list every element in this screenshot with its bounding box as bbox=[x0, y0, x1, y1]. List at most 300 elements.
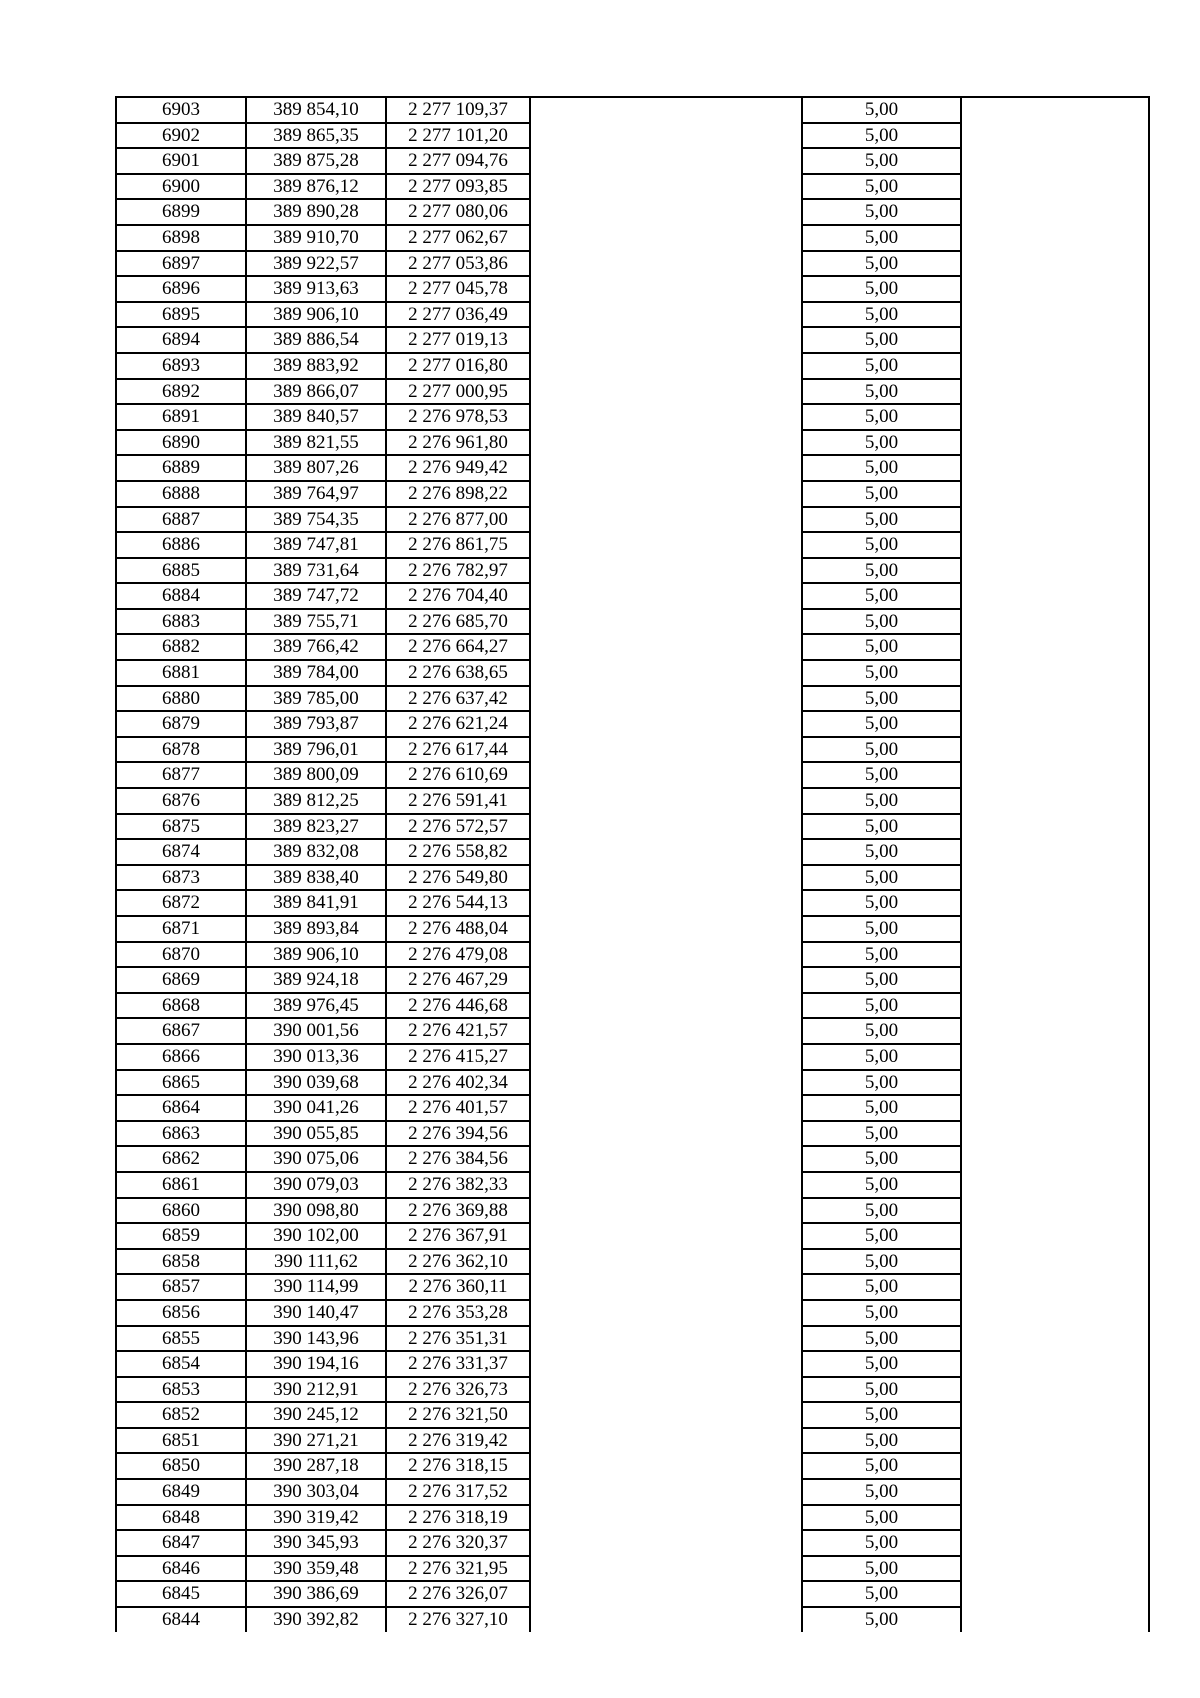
coordinates-table-body bbox=[116, 97, 1149, 1632]
y-coordinate-cell: 2 276 782,97 bbox=[386, 558, 530, 584]
x-coordinate-cell: 389 731,64 bbox=[246, 558, 386, 584]
value-cell: 5,00 bbox=[802, 865, 961, 891]
value-cell: 5,00 bbox=[802, 1556, 961, 1582]
empty-cell bbox=[961, 1223, 1149, 1249]
x-coordinate-cell: 389 886,54 bbox=[246, 327, 386, 353]
point-number-cell: 6869 bbox=[116, 967, 246, 993]
x-coordinate-cell: 390 111,62 bbox=[246, 1249, 386, 1275]
y-coordinate-cell: 2 276 318,15 bbox=[386, 1453, 530, 1479]
y-coordinate-cell: 2 276 384,56 bbox=[386, 1146, 530, 1172]
x-coordinate-cell: 390 114,99 bbox=[246, 1274, 386, 1300]
x-coordinate-cell: 390 212,91 bbox=[246, 1377, 386, 1403]
empty-cell bbox=[961, 353, 1149, 379]
point-number-cell: 6888 bbox=[116, 481, 246, 507]
point-number-cell: 6883 bbox=[116, 609, 246, 635]
point-number-cell: 6849 bbox=[116, 1479, 246, 1505]
value-cell: 5,00 bbox=[802, 1223, 961, 1249]
empty-cell bbox=[530, 634, 802, 660]
y-coordinate-cell: 2 277 016,80 bbox=[386, 353, 530, 379]
x-coordinate-cell: 390 140,47 bbox=[246, 1300, 386, 1326]
x-coordinate-cell: 389 875,28 bbox=[246, 148, 386, 174]
empty-cell bbox=[961, 1479, 1149, 1505]
empty-cell bbox=[961, 404, 1149, 430]
empty-cell bbox=[961, 1198, 1149, 1224]
point-number-cell: 6881 bbox=[116, 660, 246, 686]
x-coordinate-cell: 389 910,70 bbox=[246, 225, 386, 251]
value-cell: 5,00 bbox=[802, 276, 961, 302]
point-number-cell: 6892 bbox=[116, 379, 246, 405]
value-cell: 5,00 bbox=[802, 353, 961, 379]
empty-cell bbox=[961, 1377, 1149, 1403]
empty-cell bbox=[961, 1070, 1149, 1096]
x-coordinate-cell: 390 245,12 bbox=[246, 1402, 386, 1428]
x-coordinate-cell: 390 319,42 bbox=[246, 1505, 386, 1531]
x-coordinate-cell: 389 854,10 bbox=[246, 97, 386, 123]
coordinates-table bbox=[115, 96, 1150, 1632]
x-coordinate-cell: 389 924,18 bbox=[246, 967, 386, 993]
table-row bbox=[116, 327, 1149, 353]
value-cell: 5,00 bbox=[802, 660, 961, 686]
empty-cell bbox=[530, 1377, 802, 1403]
y-coordinate-cell: 2 277 101,20 bbox=[386, 123, 530, 149]
empty-cell bbox=[530, 251, 802, 277]
table-row bbox=[116, 1479, 1149, 1505]
table-row bbox=[116, 1223, 1149, 1249]
empty-cell bbox=[530, 1274, 802, 1300]
point-number-cell: 6847 bbox=[116, 1530, 246, 1556]
empty-cell bbox=[530, 1198, 802, 1224]
empty-cell bbox=[530, 1172, 802, 1198]
empty-cell bbox=[530, 455, 802, 481]
point-number-cell: 6872 bbox=[116, 890, 246, 916]
table-row bbox=[116, 1146, 1149, 1172]
y-coordinate-cell: 2 276 402,34 bbox=[386, 1070, 530, 1096]
y-coordinate-cell: 2 276 591,41 bbox=[386, 788, 530, 814]
value-cell: 5,00 bbox=[802, 532, 961, 558]
y-coordinate-cell: 2 276 351,31 bbox=[386, 1326, 530, 1352]
empty-cell bbox=[961, 1121, 1149, 1147]
point-number-cell: 6857 bbox=[116, 1274, 246, 1300]
empty-cell bbox=[530, 1351, 802, 1377]
empty-cell bbox=[961, 1326, 1149, 1352]
empty-cell bbox=[961, 430, 1149, 456]
point-number-cell: 6880 bbox=[116, 686, 246, 712]
empty-cell bbox=[961, 1505, 1149, 1531]
table-row bbox=[116, 839, 1149, 865]
point-number-cell: 6900 bbox=[116, 174, 246, 200]
y-coordinate-cell: 2 276 331,37 bbox=[386, 1351, 530, 1377]
y-coordinate-cell: 2 276 320,37 bbox=[386, 1530, 530, 1556]
point-number-cell: 6896 bbox=[116, 276, 246, 302]
point-number-cell: 6870 bbox=[116, 942, 246, 968]
y-coordinate-cell: 2 276 549,80 bbox=[386, 865, 530, 891]
value-cell: 5,00 bbox=[802, 302, 961, 328]
y-coordinate-cell: 2 276 558,82 bbox=[386, 839, 530, 865]
table-row bbox=[116, 1607, 1149, 1632]
empty-cell bbox=[961, 97, 1149, 123]
table-row bbox=[116, 97, 1149, 123]
table-row bbox=[116, 1121, 1149, 1147]
value-cell: 5,00 bbox=[802, 1044, 961, 1070]
point-number-cell: 6875 bbox=[116, 814, 246, 840]
table-row bbox=[116, 481, 1149, 507]
empty-cell bbox=[530, 174, 802, 200]
x-coordinate-cell: 390 359,48 bbox=[246, 1556, 386, 1582]
table-row bbox=[116, 993, 1149, 1019]
y-coordinate-cell: 2 276 861,75 bbox=[386, 532, 530, 558]
table-row bbox=[116, 1018, 1149, 1044]
table-row bbox=[116, 762, 1149, 788]
point-number-cell: 6867 bbox=[116, 1018, 246, 1044]
value-cell: 5,00 bbox=[802, 225, 961, 251]
y-coordinate-cell: 2 277 000,95 bbox=[386, 379, 530, 405]
empty-cell bbox=[530, 916, 802, 942]
point-number-cell: 6853 bbox=[116, 1377, 246, 1403]
empty-cell bbox=[530, 1402, 802, 1428]
empty-cell bbox=[961, 686, 1149, 712]
value-cell: 5,00 bbox=[802, 993, 961, 1019]
value-cell: 5,00 bbox=[802, 1479, 961, 1505]
value-cell: 5,00 bbox=[802, 1146, 961, 1172]
empty-cell bbox=[961, 1172, 1149, 1198]
x-coordinate-cell: 389 755,71 bbox=[246, 609, 386, 635]
y-coordinate-cell: 2 277 093,85 bbox=[386, 174, 530, 200]
table-row bbox=[116, 225, 1149, 251]
table-row bbox=[116, 1198, 1149, 1224]
table-row bbox=[116, 1556, 1149, 1582]
y-coordinate-cell: 2 276 369,88 bbox=[386, 1198, 530, 1224]
value-cell: 5,00 bbox=[802, 686, 961, 712]
table-row bbox=[116, 1428, 1149, 1454]
point-number-cell: 6866 bbox=[116, 1044, 246, 1070]
empty-cell bbox=[530, 711, 802, 737]
x-coordinate-cell: 389 800,09 bbox=[246, 762, 386, 788]
y-coordinate-cell: 2 276 318,19 bbox=[386, 1505, 530, 1531]
point-number-cell: 6898 bbox=[116, 225, 246, 251]
empty-cell bbox=[530, 225, 802, 251]
table-row bbox=[116, 455, 1149, 481]
value-cell: 5,00 bbox=[802, 737, 961, 763]
table-row bbox=[116, 634, 1149, 660]
x-coordinate-cell: 389 840,57 bbox=[246, 404, 386, 430]
empty-cell bbox=[961, 379, 1149, 405]
empty-cell bbox=[961, 507, 1149, 533]
empty-cell bbox=[961, 327, 1149, 353]
y-coordinate-cell: 2 277 036,49 bbox=[386, 302, 530, 328]
x-coordinate-cell: 389 876,12 bbox=[246, 174, 386, 200]
empty-cell bbox=[530, 379, 802, 405]
y-coordinate-cell: 2 277 019,13 bbox=[386, 327, 530, 353]
value-cell: 5,00 bbox=[802, 430, 961, 456]
empty-cell bbox=[961, 225, 1149, 251]
empty-cell bbox=[530, 1326, 802, 1352]
y-coordinate-cell: 2 276 949,42 bbox=[386, 455, 530, 481]
x-coordinate-cell: 389 766,42 bbox=[246, 634, 386, 660]
empty-cell bbox=[530, 123, 802, 149]
empty-cell bbox=[961, 1428, 1149, 1454]
empty-cell bbox=[530, 814, 802, 840]
empty-cell bbox=[530, 890, 802, 916]
point-number-cell: 6891 bbox=[116, 404, 246, 430]
point-number-cell: 6856 bbox=[116, 1300, 246, 1326]
empty-cell bbox=[530, 430, 802, 456]
y-coordinate-cell: 2 276 327,10 bbox=[386, 1607, 530, 1632]
empty-cell bbox=[961, 174, 1149, 200]
x-coordinate-cell: 389 793,87 bbox=[246, 711, 386, 737]
empty-cell bbox=[530, 1428, 802, 1454]
point-number-cell: 6861 bbox=[116, 1172, 246, 1198]
point-number-cell: 6893 bbox=[116, 353, 246, 379]
empty-cell bbox=[961, 532, 1149, 558]
point-number-cell: 6845 bbox=[116, 1581, 246, 1607]
y-coordinate-cell: 2 277 045,78 bbox=[386, 276, 530, 302]
value-cell: 5,00 bbox=[802, 1530, 961, 1556]
table-row bbox=[116, 558, 1149, 584]
table-row bbox=[116, 916, 1149, 942]
x-coordinate-cell: 389 747,81 bbox=[246, 532, 386, 558]
point-number-cell: 6850 bbox=[116, 1453, 246, 1479]
value-cell: 5,00 bbox=[802, 762, 961, 788]
y-coordinate-cell: 2 276 467,29 bbox=[386, 967, 530, 993]
empty-cell bbox=[961, 890, 1149, 916]
empty-cell bbox=[530, 686, 802, 712]
y-coordinate-cell: 2 277 094,76 bbox=[386, 148, 530, 174]
x-coordinate-cell: 389 821,55 bbox=[246, 430, 386, 456]
x-coordinate-cell: 389 807,26 bbox=[246, 455, 386, 481]
empty-cell bbox=[961, 1044, 1149, 1070]
empty-cell bbox=[961, 481, 1149, 507]
value-cell: 5,00 bbox=[802, 1198, 961, 1224]
table-row bbox=[116, 353, 1149, 379]
value-cell: 5,00 bbox=[802, 1095, 961, 1121]
table-row bbox=[116, 660, 1149, 686]
y-coordinate-cell: 2 276 704,40 bbox=[386, 583, 530, 609]
y-coordinate-cell: 2 276 421,57 bbox=[386, 1018, 530, 1044]
empty-cell bbox=[530, 1556, 802, 1582]
y-coordinate-cell: 2 277 053,86 bbox=[386, 251, 530, 277]
x-coordinate-cell: 390 075,06 bbox=[246, 1146, 386, 1172]
value-cell: 5,00 bbox=[802, 481, 961, 507]
empty-cell bbox=[961, 148, 1149, 174]
empty-cell bbox=[530, 1300, 802, 1326]
value-cell: 5,00 bbox=[802, 942, 961, 968]
table-row bbox=[116, 1249, 1149, 1275]
x-coordinate-cell: 389 812,25 bbox=[246, 788, 386, 814]
table-row bbox=[116, 199, 1149, 225]
empty-cell bbox=[530, 660, 802, 686]
x-coordinate-cell: 390 386,69 bbox=[246, 1581, 386, 1607]
point-number-cell: 6879 bbox=[116, 711, 246, 737]
point-number-cell: 6848 bbox=[116, 1505, 246, 1531]
empty-cell bbox=[530, 609, 802, 635]
value-cell: 5,00 bbox=[802, 1377, 961, 1403]
point-number-cell: 6852 bbox=[116, 1402, 246, 1428]
y-coordinate-cell: 2 276 898,22 bbox=[386, 481, 530, 507]
table-row bbox=[116, 379, 1149, 405]
empty-cell bbox=[961, 788, 1149, 814]
y-coordinate-cell: 2 277 062,67 bbox=[386, 225, 530, 251]
y-coordinate-cell: 2 276 961,80 bbox=[386, 430, 530, 456]
empty-cell bbox=[530, 558, 802, 584]
y-coordinate-cell: 2 276 367,91 bbox=[386, 1223, 530, 1249]
point-number-cell: 6903 bbox=[116, 97, 246, 123]
value-cell: 5,00 bbox=[802, 967, 961, 993]
value-cell: 5,00 bbox=[802, 1505, 961, 1531]
x-coordinate-cell: 389 893,84 bbox=[246, 916, 386, 942]
empty-cell bbox=[530, 1505, 802, 1531]
point-number-cell: 6859 bbox=[116, 1223, 246, 1249]
y-coordinate-cell: 2 276 978,53 bbox=[386, 404, 530, 430]
empty-cell bbox=[961, 1249, 1149, 1275]
value-cell: 5,00 bbox=[802, 1172, 961, 1198]
value-cell: 5,00 bbox=[802, 1607, 961, 1632]
table-row bbox=[116, 1326, 1149, 1352]
table-row bbox=[116, 507, 1149, 533]
table-row bbox=[116, 711, 1149, 737]
point-number-cell: 6864 bbox=[116, 1095, 246, 1121]
empty-cell bbox=[961, 711, 1149, 737]
x-coordinate-cell: 390 392,82 bbox=[246, 1607, 386, 1632]
empty-cell bbox=[530, 1018, 802, 1044]
empty-cell bbox=[530, 1479, 802, 1505]
x-coordinate-cell: 390 013,36 bbox=[246, 1044, 386, 1070]
table-row bbox=[116, 302, 1149, 328]
table-row bbox=[116, 1172, 1149, 1198]
y-coordinate-cell: 2 276 544,13 bbox=[386, 890, 530, 916]
empty-cell bbox=[530, 353, 802, 379]
value-cell: 5,00 bbox=[802, 1581, 961, 1607]
x-coordinate-cell: 389 883,92 bbox=[246, 353, 386, 379]
value-cell: 5,00 bbox=[802, 1428, 961, 1454]
point-number-cell: 6855 bbox=[116, 1326, 246, 1352]
y-coordinate-cell: 2 276 353,28 bbox=[386, 1300, 530, 1326]
empty-cell bbox=[530, 839, 802, 865]
empty-cell bbox=[530, 1146, 802, 1172]
empty-cell bbox=[961, 737, 1149, 763]
y-coordinate-cell: 2 276 572,57 bbox=[386, 814, 530, 840]
value-cell: 5,00 bbox=[802, 148, 961, 174]
empty-cell bbox=[530, 1530, 802, 1556]
table-row bbox=[116, 1377, 1149, 1403]
point-number-cell: 6860 bbox=[116, 1198, 246, 1224]
point-number-cell: 6890 bbox=[116, 430, 246, 456]
empty-cell bbox=[530, 1044, 802, 1070]
point-number-cell: 6877 bbox=[116, 762, 246, 788]
table-row bbox=[116, 276, 1149, 302]
empty-cell bbox=[961, 1556, 1149, 1582]
empty-cell bbox=[530, 404, 802, 430]
point-number-cell: 6846 bbox=[116, 1556, 246, 1582]
y-coordinate-cell: 2 276 488,04 bbox=[386, 916, 530, 942]
x-coordinate-cell: 390 194,16 bbox=[246, 1351, 386, 1377]
table-row bbox=[116, 1274, 1149, 1300]
y-coordinate-cell: 2 276 664,27 bbox=[386, 634, 530, 660]
x-coordinate-cell: 390 001,56 bbox=[246, 1018, 386, 1044]
x-coordinate-cell: 389 796,01 bbox=[246, 737, 386, 763]
y-coordinate-cell: 2 276 610,69 bbox=[386, 762, 530, 788]
value-cell: 5,00 bbox=[802, 455, 961, 481]
empty-cell bbox=[961, 1530, 1149, 1556]
table-row bbox=[116, 1300, 1149, 1326]
empty-cell bbox=[961, 1300, 1149, 1326]
y-coordinate-cell: 2 276 446,68 bbox=[386, 993, 530, 1019]
point-number-cell: 6871 bbox=[116, 916, 246, 942]
point-number-cell: 6886 bbox=[116, 532, 246, 558]
value-cell: 5,00 bbox=[802, 634, 961, 660]
point-number-cell: 6873 bbox=[116, 865, 246, 891]
table-row bbox=[116, 148, 1149, 174]
table-row bbox=[116, 942, 1149, 968]
empty-cell bbox=[530, 1121, 802, 1147]
value-cell: 5,00 bbox=[802, 404, 961, 430]
empty-cell bbox=[530, 327, 802, 353]
x-coordinate-cell: 390 079,03 bbox=[246, 1172, 386, 1198]
x-coordinate-cell: 389 747,72 bbox=[246, 583, 386, 609]
empty-cell bbox=[961, 1095, 1149, 1121]
y-coordinate-cell: 2 276 362,10 bbox=[386, 1249, 530, 1275]
empty-cell bbox=[961, 455, 1149, 481]
table-row bbox=[116, 1505, 1149, 1531]
x-coordinate-cell: 389 906,10 bbox=[246, 942, 386, 968]
table-row bbox=[116, 583, 1149, 609]
empty-cell bbox=[961, 634, 1149, 660]
point-number-cell: 6865 bbox=[116, 1070, 246, 1096]
x-coordinate-cell: 389 823,27 bbox=[246, 814, 386, 840]
empty-cell bbox=[961, 839, 1149, 865]
y-coordinate-cell: 2 277 109,37 bbox=[386, 97, 530, 123]
x-coordinate-cell: 390 098,80 bbox=[246, 1198, 386, 1224]
empty-cell bbox=[961, 1581, 1149, 1607]
value-cell: 5,00 bbox=[802, 1121, 961, 1147]
y-coordinate-cell: 2 276 319,42 bbox=[386, 1428, 530, 1454]
x-coordinate-cell: 389 913,63 bbox=[246, 276, 386, 302]
point-number-cell: 6897 bbox=[116, 251, 246, 277]
x-coordinate-cell: 390 041,26 bbox=[246, 1095, 386, 1121]
x-coordinate-cell: 390 102,00 bbox=[246, 1223, 386, 1249]
y-coordinate-cell: 2 276 479,08 bbox=[386, 942, 530, 968]
point-number-cell: 6874 bbox=[116, 839, 246, 865]
y-coordinate-cell: 2 276 617,44 bbox=[386, 737, 530, 763]
y-coordinate-cell: 2 276 360,11 bbox=[386, 1274, 530, 1300]
point-number-cell: 6876 bbox=[116, 788, 246, 814]
empty-cell bbox=[530, 737, 802, 763]
x-coordinate-cell: 390 345,93 bbox=[246, 1530, 386, 1556]
x-coordinate-cell: 390 055,85 bbox=[246, 1121, 386, 1147]
value-cell: 5,00 bbox=[802, 1249, 961, 1275]
empty-cell bbox=[530, 865, 802, 891]
empty-cell bbox=[961, 865, 1149, 891]
empty-cell bbox=[530, 1249, 802, 1275]
x-coordinate-cell: 389 976,45 bbox=[246, 993, 386, 1019]
x-coordinate-cell: 389 838,40 bbox=[246, 865, 386, 891]
x-coordinate-cell: 389 764,97 bbox=[246, 481, 386, 507]
point-number-cell: 6844 bbox=[116, 1607, 246, 1632]
table-row bbox=[116, 814, 1149, 840]
empty-cell bbox=[961, 1018, 1149, 1044]
table-row bbox=[116, 1070, 1149, 1096]
point-number-cell: 6901 bbox=[116, 148, 246, 174]
empty-cell bbox=[530, 1607, 802, 1632]
value-cell: 5,00 bbox=[802, 379, 961, 405]
empty-cell bbox=[530, 1581, 802, 1607]
y-coordinate-cell: 2 276 415,27 bbox=[386, 1044, 530, 1070]
empty-cell bbox=[530, 1453, 802, 1479]
value-cell: 5,00 bbox=[802, 711, 961, 737]
empty-cell bbox=[961, 660, 1149, 686]
empty-cell bbox=[961, 942, 1149, 968]
point-number-cell: 6887 bbox=[116, 507, 246, 533]
empty-cell bbox=[961, 123, 1149, 149]
